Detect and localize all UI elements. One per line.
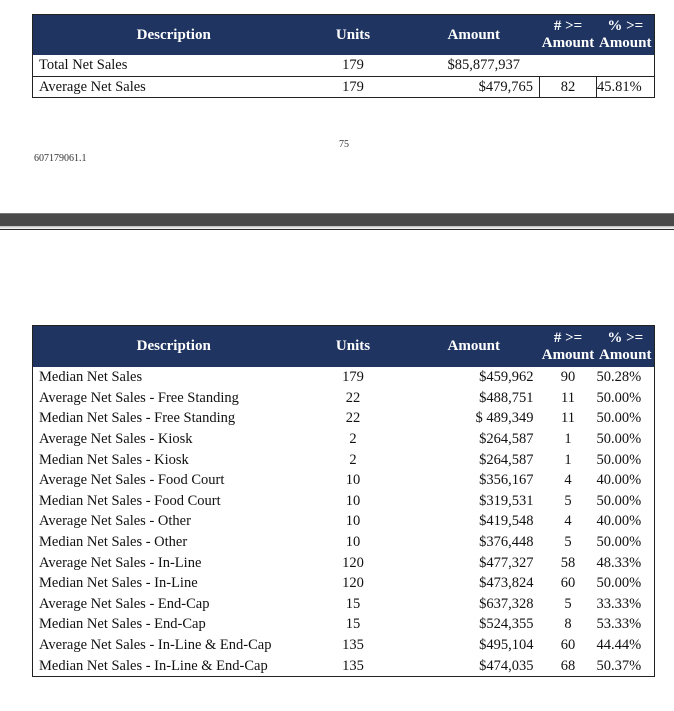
- row-pct: 45.81%: [597, 76, 655, 98]
- row-pct: 40.00%: [596, 472, 642, 489]
- row-pct: 50.28%: [596, 369, 642, 386]
- row-description: Median Net Sales - Food Court: [39, 492, 221, 509]
- row-description: Average Net Sales - In-Line: [39, 554, 202, 571]
- row-pct: 53.33%: [596, 616, 642, 633]
- table-header: [33, 15, 655, 56]
- table-row: [33, 614, 655, 635]
- header-count-line2: Amount: [541, 35, 595, 51]
- row-count: 90: [560, 369, 576, 386]
- header-description: Description: [33, 326, 305, 368]
- row-pct: 50.00%: [596, 534, 642, 551]
- row-amount: $264,587: [479, 431, 534, 448]
- row-pct: 50.00%: [596, 451, 642, 468]
- table-row: [33, 573, 655, 594]
- row-description: Average Net Sales - Free Standing: [39, 389, 239, 406]
- table-row: [33, 635, 655, 656]
- header-amount: Amount: [402, 15, 540, 56]
- row-amount: $319,531: [479, 492, 534, 509]
- header-amount: Amount: [402, 326, 540, 368]
- row-description: Average Net Sales - Other: [39, 513, 191, 530]
- row-description: Average Net Sales - Food Court: [39, 472, 225, 489]
- header-pct-line2: Amount: [598, 346, 652, 363]
- row-pct: 33.33%: [596, 595, 642, 612]
- row-description: Average Net Sales: [33, 76, 305, 98]
- row-units: 2: [349, 451, 357, 468]
- header-pct-line2: Amount: [598, 35, 652, 51]
- row-count: 68: [560, 657, 576, 674]
- table-row: [33, 408, 655, 429]
- table-row: [33, 470, 655, 491]
- row-amount: $264,587: [479, 451, 534, 468]
- header-count-at-or-above: [540, 15, 597, 56]
- row-pct: 50.00%: [596, 492, 642, 509]
- row-units: 15: [345, 595, 361, 612]
- row-amount: $85,877,937: [402, 55, 540, 76]
- table-row: [33, 429, 655, 450]
- row-amount: $419,548: [479, 513, 534, 530]
- row-amount: $477,327: [479, 554, 534, 571]
- row-description: Average Net Sales - In-Line & End-Cap: [39, 637, 272, 654]
- row-count: 5: [564, 595, 572, 612]
- row-amount: $637,328: [479, 595, 534, 612]
- row-description: Median Net Sales - Free Standing: [39, 410, 236, 427]
- row-description: Median Net Sales - In-Line: [39, 575, 198, 592]
- row-amount: $495,104: [479, 637, 534, 654]
- row-description: Median Net Sales - Other: [39, 534, 188, 551]
- page-break-shadow: [0, 226, 674, 229]
- header-count-at-or-above: [540, 326, 597, 368]
- row-description: Median Net Sales - Kiosk: [39, 451, 189, 468]
- header-pct-at-or-above: [597, 15, 655, 56]
- row-description: Median Net Sales: [39, 369, 143, 386]
- header-units: Units: [305, 15, 402, 56]
- row-units: 22: [345, 389, 361, 406]
- row-pct: [597, 55, 655, 76]
- table-row: [33, 532, 655, 553]
- table-row: [33, 367, 655, 388]
- table-row: [33, 594, 655, 615]
- page-number: 75: [339, 139, 349, 150]
- row-amount: $376,448: [479, 534, 534, 551]
- row-count: 11: [561, 389, 575, 406]
- header-count-line2: Amount: [541, 346, 595, 363]
- row-count: 60: [560, 637, 576, 654]
- row-description: Median Net Sales - In-Line & End-Cap: [39, 657, 268, 674]
- table-header: [33, 326, 655, 368]
- row-amount: $479,765: [402, 76, 540, 98]
- row-units: 120: [342, 575, 364, 592]
- header-count-line1: # >=: [553, 329, 583, 346]
- row-units: 179: [305, 76, 402, 98]
- header-pct-line1: % >=: [607, 18, 644, 34]
- row-pct: 50.00%: [596, 575, 642, 592]
- row-count: 60: [560, 575, 576, 592]
- row-amount: $488,751: [479, 389, 534, 406]
- row-units: 2: [349, 431, 357, 448]
- table-row: [33, 511, 655, 532]
- row-units: 120: [342, 554, 364, 571]
- row-pct: 50.00%: [596, 410, 642, 427]
- row-count: 58: [560, 554, 576, 571]
- row-count: 4: [564, 513, 572, 530]
- net-sales-breakdown-table: [32, 325, 655, 677]
- header-pct-line1: % >=: [607, 329, 644, 346]
- table-row: [33, 76, 655, 98]
- row-description: Median Net Sales - End-Cap: [39, 616, 206, 633]
- header-count-line1: # >=: [553, 18, 583, 34]
- header-units: Units: [305, 326, 402, 368]
- row-pct: 50.37%: [596, 657, 642, 674]
- row-pct: 40.00%: [596, 513, 642, 530]
- row-units: 10: [345, 513, 361, 530]
- row-count: 5: [564, 492, 572, 509]
- table-row: [33, 552, 655, 573]
- row-description: Average Net Sales - End-Cap: [39, 595, 210, 612]
- row-amount: $ 489,349: [475, 410, 534, 427]
- row-units: 22: [345, 410, 361, 427]
- row-pct: 48.33%: [596, 554, 642, 571]
- table-row: [33, 491, 655, 512]
- table-row: [33, 55, 655, 76]
- row-units: 179: [342, 369, 364, 386]
- row-count: 1: [564, 451, 572, 468]
- row-units: 10: [345, 472, 361, 489]
- row-description: Average Net Sales - Kiosk: [39, 431, 193, 448]
- row-count: 82: [540, 76, 597, 98]
- header-description: Description: [33, 15, 305, 56]
- row-description: Total Net Sales: [33, 55, 305, 76]
- row-amount: $474,035: [479, 657, 534, 674]
- row-units: 179: [305, 55, 402, 76]
- row-pct: 50.00%: [596, 431, 642, 448]
- row-count: 8: [564, 616, 572, 633]
- row-count: 5: [564, 534, 572, 551]
- row-units: 15: [345, 616, 361, 633]
- row-count: 1: [564, 431, 572, 448]
- table-row: [33, 655, 655, 676]
- table-row: [33, 449, 655, 470]
- document-id: 607179061.1: [34, 153, 87, 164]
- row-units: 135: [342, 657, 364, 674]
- row-units: 135: [342, 637, 364, 654]
- net-sales-summary-table: [32, 14, 655, 98]
- row-count: 11: [561, 410, 575, 427]
- row-units: 10: [345, 492, 361, 509]
- row-pct: 50.00%: [596, 389, 642, 406]
- row-units: 10: [345, 534, 361, 551]
- row-amount: $459,962: [479, 369, 534, 386]
- row-count: 4: [564, 472, 572, 489]
- row-amount: $356,167: [479, 472, 534, 489]
- row-amount: $524,355: [479, 616, 534, 633]
- row-amount: $473,824: [479, 575, 534, 592]
- table-row: [33, 388, 655, 409]
- row-pct: 44.44%: [596, 637, 642, 654]
- row-count: [540, 55, 597, 76]
- header-pct-at-or-above: [597, 326, 655, 368]
